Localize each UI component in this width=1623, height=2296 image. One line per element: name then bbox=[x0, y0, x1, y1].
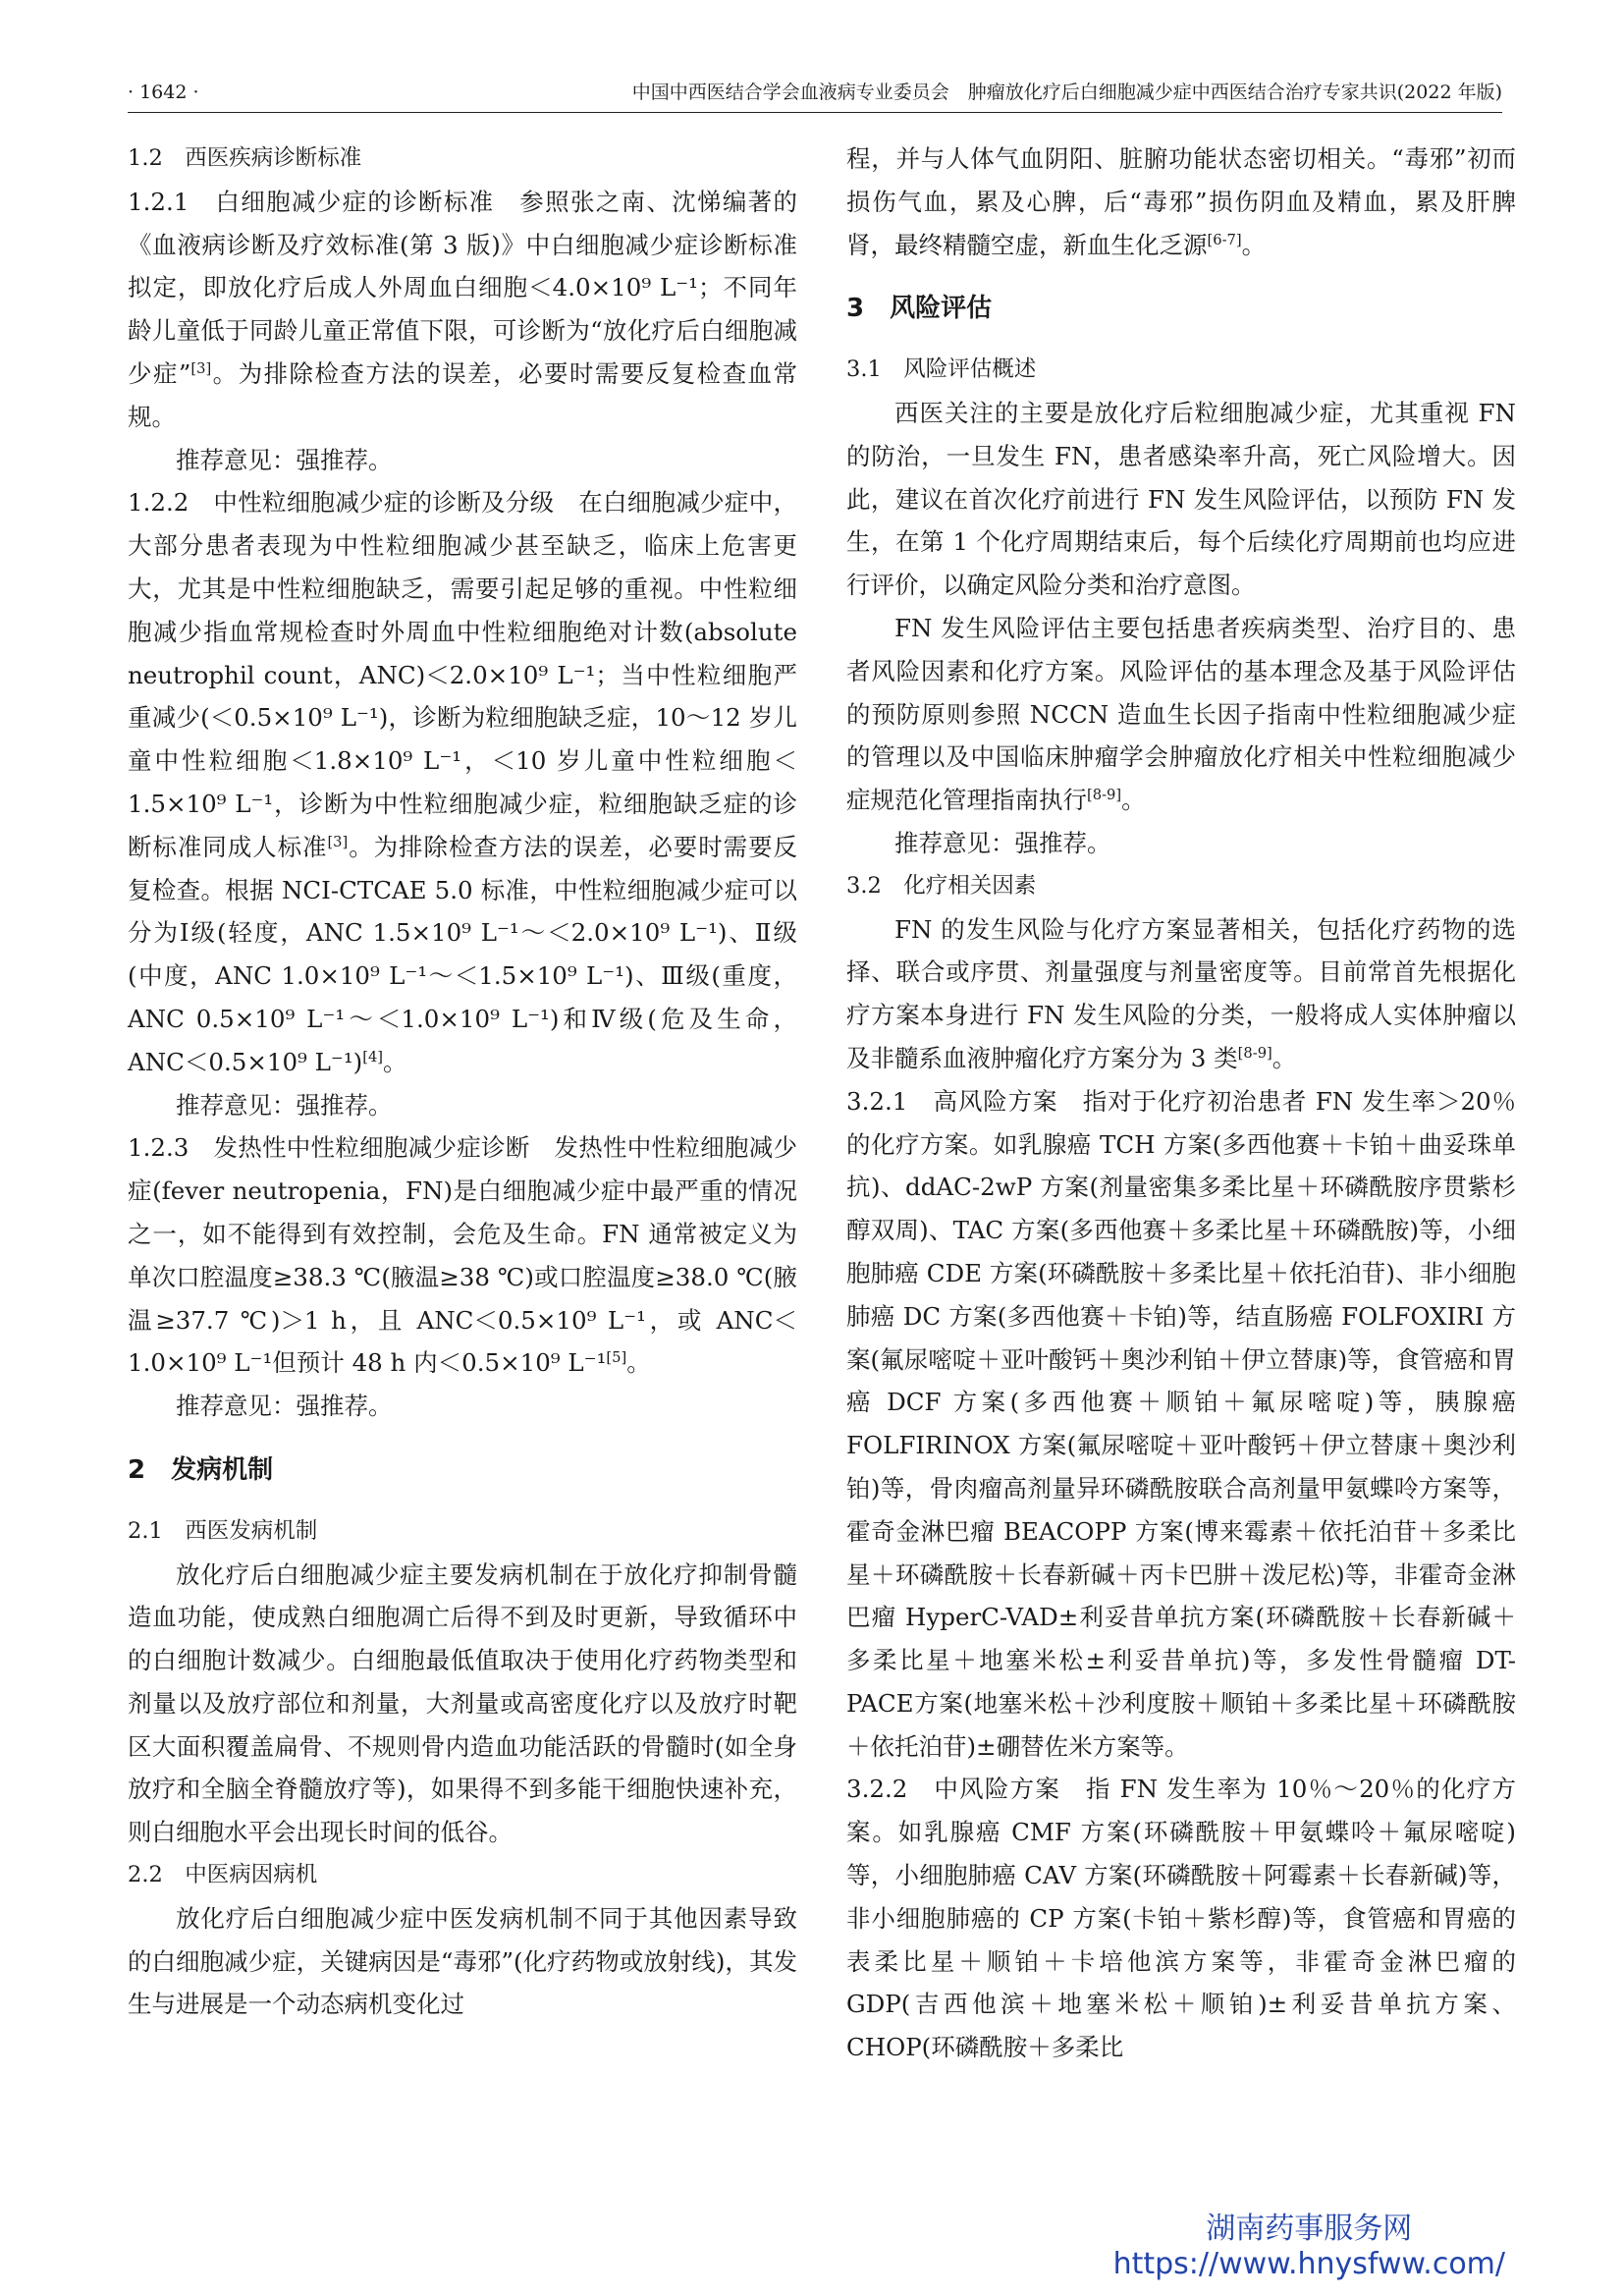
section-2-heading: 2 发病机制 bbox=[128, 1454, 274, 1485]
continued-tail: 。 bbox=[1241, 230, 1267, 259]
recommendation-2: 推荐意见：强推荐。 bbox=[176, 1090, 393, 1120]
left-column bbox=[128, 137, 797, 2026]
section-3-1-heading: 3.1 风险评估概述 bbox=[846, 356, 1037, 383]
citation: [6-7] bbox=[1207, 231, 1242, 248]
page-number: · 1642 · bbox=[128, 82, 199, 103]
section-3-1-text: FN 发生风险评估主要包括患者疾病类型、治疗目的、患者风险因素和化疗方案。风险评估的基本理念及基于风险评估的预防原则参照 NCCN 造血生长因子指南中性粒细胞减少症的管理以及中国临床肿瘤学会肿瘤放化疗相关中性粒细胞减少症规范化管理指南执行 bbox=[846, 613, 1516, 815]
citation: [4] bbox=[362, 1048, 384, 1066]
section-1-2-1-paragraph bbox=[128, 181, 797, 439]
citation: [8-9] bbox=[1087, 787, 1122, 803]
continued-text: 程，并与人体气血阴阳、脏腑功能状态密切相关。“毒邪”初而损伤气血，累及心脾，后“毒邪”损伤阴血及精血，累及肝脾肾，最终精髓空虚，新血生化乏源 bbox=[846, 144, 1516, 259]
citation: [3] bbox=[327, 833, 349, 850]
section-3-2-text: FN 的发生风险与化疗方案显著相关，包括化疗药物的选择、联合或序贯、剂量强度与剂量密度等。目前常首先根据化疗方案本身进行 FN 发生风险的分类，一般将成人实体肿瘤以及非髓系血液肿瘤化疗方案分为 3 类 bbox=[846, 914, 1516, 1072]
section-3-2-heading: 3.2 化疗相关因素 bbox=[846, 872, 1037, 899]
section-3-1-tail: 。 bbox=[1121, 786, 1146, 815]
section-3-heading: 3 风险评估 bbox=[846, 294, 993, 324]
section-1-2-3-tail: 。 bbox=[626, 1348, 651, 1378]
section-1-2-1-text: 1.2.1 白细胞减少症的诊断标准 参照张之南、沈悌编著的《血液病诊断及疗效标准(第 3 版)》中白细胞减少症诊断标准拟定，即放化疗后成人外周血白细胞＜4.0×10⁹ L⁻¹；不同年龄儿童低于同龄儿童正常值下限，可诊断为“放化疗后白细胞减少症” bbox=[128, 187, 797, 388]
citation: [3] bbox=[190, 359, 212, 377]
watermark bbox=[1113, 2212, 1505, 2282]
section-3-2-2-paragraph: 3.2.2 中风险方案 指 FN 发生率为 10％～20％的化疗方案。如乳腺癌 CMF 方案(环磷酰胺＋甲氨蝶呤＋氟尿嘧啶)等，小细胞肺癌 CAV 方案(环磷酰胺＋阿霉素＋长春新碱)等，非小细胞肺癌的 CP 方案(卡铂＋紫杉醇)等，食管癌和胃癌的表柔比星＋顺铂＋卡培他滨方案等，非霍奇金淋巴瘤的 GDP(吉西他滨＋地塞米松＋顺铂)±利妥昔单抗方案、CHOP(环磷酰胺＋多柔比 bbox=[846, 1775, 1516, 2062]
section-3-2-1-paragraph: 3.2.1 高风险方案 指对于化疗初治患者 FN 发生率＞20％的化疗方案。如乳腺癌 TCH 方案(多西他赛＋卡铂＋曲妥珠单抗)、ddAC-2wP 方案(剂量密集多柔比星＋环磷酰胺序贯紫杉醇双周)、TAC 方案(多西他赛＋多柔比星＋环磷酰胺)等，小细胞肺癌 CDE 方案(环磷酰胺＋多柔比星＋依托泊苷)、非小细胞肺癌 DC 方案(多西他赛＋卡铂)等，结直肠癌 FOLFOXIRI 方案(氟尿嘧啶＋亚叶酸钙＋奥沙利铂＋伊立替康)等，食管癌和胃癌 DCF 方案(多西他赛＋顺铂＋氟尿嘧啶)等，胰腺癌 FOLFIRINOX 方案(氟尿嘧啶＋亚叶酸钙＋伊立替康＋奥沙利铂)等，骨肉瘤高剂量异环磷酰胺联合高剂量甲氨蝶呤方案等，霍奇金淋巴瘤 BEACOPP 方案(博来霉素＋依托泊苷＋多柔比星＋环磷酰胺＋长春新碱＋丙卡巴肼＋泼尼松)等，非霍奇金淋巴瘤 HyperC-VAD±利妥昔单抗方案(环磷酰胺＋长春新碱＋多柔比星＋地塞米松±利妥昔单抗)等，多发性骨髓瘤 DT-PACE方案(地塞米松＋沙利度胺＋顺铂＋多柔比星＋环磷酰胺＋依托泊苷)±硼替佐米方案等。 bbox=[846, 1086, 1516, 1761]
recommendation-4: 推荐意见：强推荐。 bbox=[894, 828, 1111, 857]
right-column bbox=[846, 137, 1516, 2069]
section-1-2-3-text: 1.2.3 发热性中性粒细胞减少症诊断 发热性中性粒细胞减少症(fever neutropenia，FN)是白细胞减少症中最严重的情况之一，如不能得到有效控制，会危及生命。FN 通常被定义为单次口腔温度≥38.3 ℃(腋温≥38 ℃)或口腔温度≥38.0 ℃(腋温≥37.7 ℃)＞1 h，且 ANC＜0.5×10⁹ L⁻¹，或 ANC＜1.0×10⁹ L⁻¹但预计 48 h 内＜0.5×10⁹ L⁻¹ bbox=[128, 1133, 797, 1378]
section-3-2-paragraph bbox=[846, 908, 1516, 1080]
recommendation-1: 推荐意见：强推荐。 bbox=[176, 445, 393, 474]
section-2-2-heading: 2.2 中医病因病机 bbox=[128, 1862, 318, 1888]
section-1-2-2-mid: 。为排除检查方法的误差，必要时需要反复检查。根据 NCI-CTCAE 5.0 标准，中性粒细胞减少症可以分为Ⅰ级(轻度，ANC 1.5×10⁹ L⁻¹～＜2.0×10⁹ L⁻¹)、Ⅱ级(中度，ANC 1.0×10⁹ L⁻¹～＜1.5×10⁹ L⁻¹)、Ⅲ级(重度，ANC 0.5×10⁹ L⁻¹～＜1.0×10⁹ L⁻¹)和Ⅳ级(危及生命，ANC＜0.5×10⁹ L⁻¹) bbox=[128, 832, 798, 1076]
section-1-2-1-tail: 。为排除检查方法的误差，必要时需要反复检查血常规。 bbox=[128, 358, 797, 431]
section-1-2-heading: 1.2 西医疾病诊断标准 bbox=[128, 145, 362, 171]
section-2-1-paragraph: 放化疗后白细胞减少症主要发病机制在于放化疗抑制骨髓造血功能，使成熟白细胞凋亡后得不到及时更新，导致循环中的白细胞计数减少。白细胞最低值取决于使用化疗药物类型和剂量以及放疗部位和剂量，大剂量或高密度化疗以及放疗时靶区大面积覆盖扁骨、不规则骨内造血功能活跃的骨髓时(如全身放疗和全脑全脊髓放疗等)，如果得不到多能干细胞快速补充，则白细胞水平会出现长时间的低谷。 bbox=[128, 1559, 797, 1847]
section-3-1-paragraph-1: 西医关注的主要是放化疗后粒细胞减少症，尤其重视 FN 的防治，一旦发生 FN，患者感染率升高，死亡风险增大。因此，建议在首次化疗前进行 FN 发生风险评估，以预防 FN 发生，在第 1 个化疗周期结束后，每个后续化疗周期前也均应进行评价，以确定风险分类和治疗意图。 bbox=[846, 398, 1516, 600]
watermark-url[interactable]: https://www.hnysfww.com/ bbox=[1112, 2247, 1505, 2281]
running-header bbox=[128, 77, 1502, 108]
recommendation-3: 推荐意见：强推荐。 bbox=[176, 1392, 393, 1421]
running-title: 中国中西医结合学会血液病专业委员会 肿瘤放化疗后白细胞减少症中西医结合治疗专家共识(2022 年版) bbox=[631, 82, 1502, 103]
section-1-2-2-paragraph bbox=[128, 481, 797, 1083]
citation: [5] bbox=[606, 1349, 627, 1367]
watermark-name: 湖南药事服务网 bbox=[1206, 2212, 1413, 2246]
section-2-1-heading: 2.1 西医发病机制 bbox=[128, 1517, 318, 1544]
section-2-2-paragraph: 放化疗后白细胞减少症中医发病机制不同于其他因素导致的白细胞减少症，关键病因是“毒邪”(化疗药物或放射线)，其发生与进展是一个动态病机变化过 bbox=[128, 1903, 797, 2019]
section-1-2-3-paragraph bbox=[128, 1126, 797, 1385]
section-1-2-2-text: 1.2.2 中性粒细胞减少症的诊断及分级 在白细胞减少症中，大部分患者表现为中性粒细胞减少甚至缺乏，临床上危害更大，尤其是中性粒细胞缺乏，需要引起足够的重视。中性粒细胞减少指血常规检查时外周血中性粒细胞绝对计数(absolute neutrophil count，ANC)＜2.0×10⁹ L⁻¹；当中性粒细胞严重减少(＜0.5×10⁹ L⁻¹)，诊断为粒细胞缺乏症，10～12 岁儿童中性粒细胞＜1.8×10⁹ L⁻¹，＜10 岁儿童中性粒细胞＜1.5×10⁹ L⁻¹，诊断为中性粒细胞减少症，粒细胞缺乏症的诊断标准同成人标准 bbox=[128, 488, 797, 861]
continued-paragraph bbox=[846, 137, 1516, 266]
section-3-2-tail: 。 bbox=[1271, 1043, 1297, 1072]
section-3-1-paragraph-2 bbox=[846, 607, 1516, 822]
header-rule bbox=[128, 112, 1502, 113]
section-1-2-2-tail: 。 bbox=[383, 1047, 407, 1076]
citation: [8-9] bbox=[1237, 1044, 1272, 1062]
